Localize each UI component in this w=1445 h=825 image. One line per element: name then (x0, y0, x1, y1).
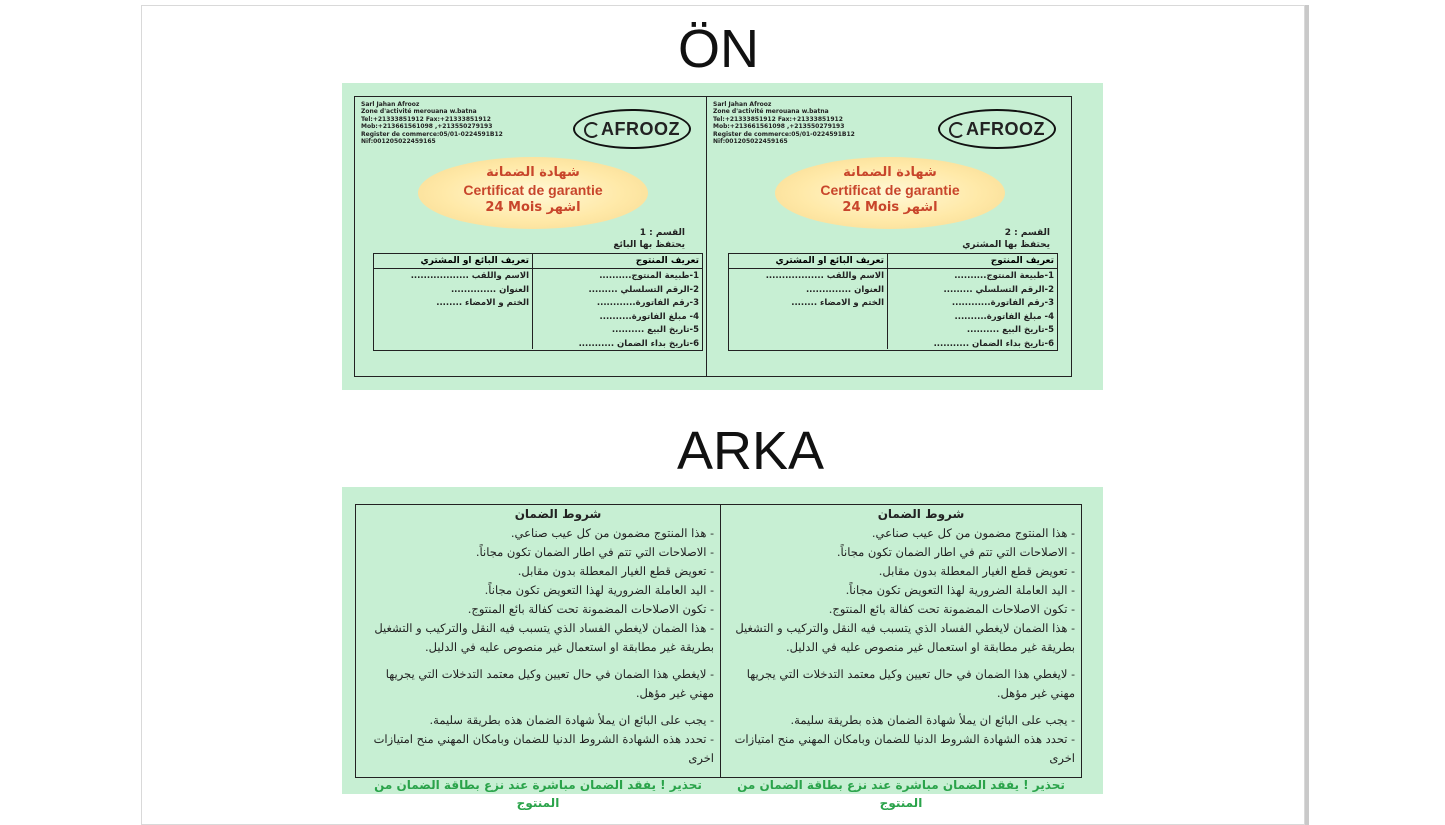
terms-title: شروط الضمان (877, 507, 965, 521)
section-label: القسم : 2 يحتفظ بها المشتري (962, 228, 1050, 250)
warning-text: تحذير ! يفقد الضمان مباشرة عند نزع بطاقة الضمان من المنتوج (374, 778, 702, 810)
afrooz-logo: AFROOZ (573, 109, 691, 149)
terms-line: - لايغطي هذا الضمان في حال تعيين وكيل معتمد التدخلات التي يجريها مهني غير مؤهل. (385, 667, 714, 700)
warranty-terms-panel (355, 504, 721, 810)
terms-line: - هذا الضمان لايغطي الفساد الذي يتسبب فيه النقل والتركيب و التشغيل بطريقة غير مطابقة او استعمال غير منصوص عليه في الدليل. (374, 621, 714, 654)
company-address: Sarl Jahan Afrooz Zone d'activité merouana w.batna Tel:+21333851912 Fax:+21333851912 Mob:+213661561098 ,+213550279193 Register de commerce:05/01-0224591B12 Nif:001205022459165 (713, 101, 855, 146)
terms-line: - هذا المنتوج مضمون من كل عيب صناعي. (871, 526, 1075, 540)
terms-title: شروط الضمان (514, 507, 602, 521)
terms-line: - يجب على البائع ان يملأ شهادة الضمان هذه بطريقة سليمة. (790, 713, 1075, 727)
front-side-card (342, 83, 1103, 390)
terms-line: - تحدد هذه الشهادة الشروط الدنيا للضمان وبامكان المهني منح امتيازات اخرى (734, 732, 1075, 765)
seller-header: تعريف البائع او المشتري (420, 256, 529, 266)
terms-line: - هذا المنتوج مضمون من كل عيب صناعي. (510, 526, 714, 540)
info-table (728, 253, 1058, 351)
product-header: تعريف المنتوج (887, 254, 1057, 268)
terms-line: - اليد العاملة الضرورية لهذا التعويض تكون مجاناً. (845, 583, 1075, 597)
section-label: القسم : 1 يحتفظ بها البائع (613, 228, 685, 250)
terms-line: - لايغطي هذا الضمان في حال تعيين وكيل معتمد التدخلات التي يجريها مهني غير مؤهل. (746, 667, 1075, 700)
terms-line: - تحدد هذه الشهادة الشروط الدنيا للضمان وبامكان المهني منح امتيازات اخرى (373, 732, 714, 765)
terms-line: - هذا الضمان لايغطي الفساد الذي يتسبب فيه النقل والتركيب و التشغيل بطريقة غير مطابقة او استعمال غير منصوص عليه في الدليل. (735, 621, 1075, 654)
back-side-card (342, 487, 1103, 810)
terms-line: - الاصلاحات التي تتم في اطار الضمان تكون مجاناً. (475, 545, 714, 559)
warranty-half-section-2 (706, 96, 1072, 377)
flame-logo-icon (584, 122, 600, 138)
terms-line: - تعويض قطع الغيار المعطلة بدون مقابل. (878, 564, 1075, 578)
product-fields: 1-طبيعة المنتوج.......... 2-الرقم التسلسلي ......... 3-رقم الفاتورة............ 4- مبلغ الفاتورة.......... 5-تاريخ البيع .......... 6-تاريخ بداء الضمان ........... (887, 269, 1057, 349)
certificate-title-oval: شهادة الضمانة Certificat de garantie 24 Mois اشهر (775, 157, 1005, 229)
terms-line: - يجب على البائع ان يملأ شهادة الضمان هذه بطريقة سليمة. (429, 713, 714, 727)
terms-line: - الاصلاحات التي تتم في اطار الضمان تكون مجاناً. (836, 545, 1075, 559)
product-header: تعريف المنتوج (532, 254, 702, 268)
afrooz-logo: AFROOZ (938, 109, 1056, 149)
warranty-half-section-1 (354, 96, 706, 377)
flame-logo-icon (949, 122, 965, 138)
seller-fields: الاسم واللقب .................. العنوان .............. الختم و الامضاء ........ (765, 271, 884, 309)
product-fields: 1-طبيعة المنتوج.......... 2-الرقم التسلسلي ......... 3-رقم الفاتورة............ 4- مبلغ الفاتورة.......... 5-تاريخ البيع .......... 6-تاريخ بداء الضمان ........... (532, 269, 702, 349)
seller-fields: الاسم واللقب .................. العنوان .............. الختم و الامضاء ........ (410, 271, 529, 309)
front-heading: ÖN (678, 19, 759, 79)
terms-line: - تكون الاصلاحات المضمونة تحت كفالة بائع المنتوج. (828, 602, 1075, 616)
terms-line: - اليد العاملة الضرورية لهذا التعويض تكون مجاناً. (484, 583, 714, 597)
info-table (373, 253, 703, 351)
seller-header: تعريف البائع او المشتري (775, 256, 884, 266)
company-address: Sarl Jahan Afrooz Zone d'activité merouana w.batna Tel:+21333851912 Fax:+21333851912 Mob:+213661561098 ,+213550279193 Register de commerce:05/01-0224591B12 Nif:001205022459165 (361, 101, 503, 146)
terms-line: - تكون الاصلاحات المضمونة تحت كفالة بائع المنتوج. (467, 602, 714, 616)
warning-text: تحذير ! يفقد الضمان مباشرة عند نزع بطاقة الضمان من المنتوج (737, 778, 1065, 810)
warranty-terms-panel (721, 504, 1082, 810)
terms-line: - تعويض قطع الغيار المعطلة بدون مقابل. (517, 564, 714, 578)
back-heading: ARKA (677, 421, 825, 481)
certificate-title-oval: شهادة الضمانة Certificat de garantie 24 Mois اشهر (418, 157, 648, 229)
